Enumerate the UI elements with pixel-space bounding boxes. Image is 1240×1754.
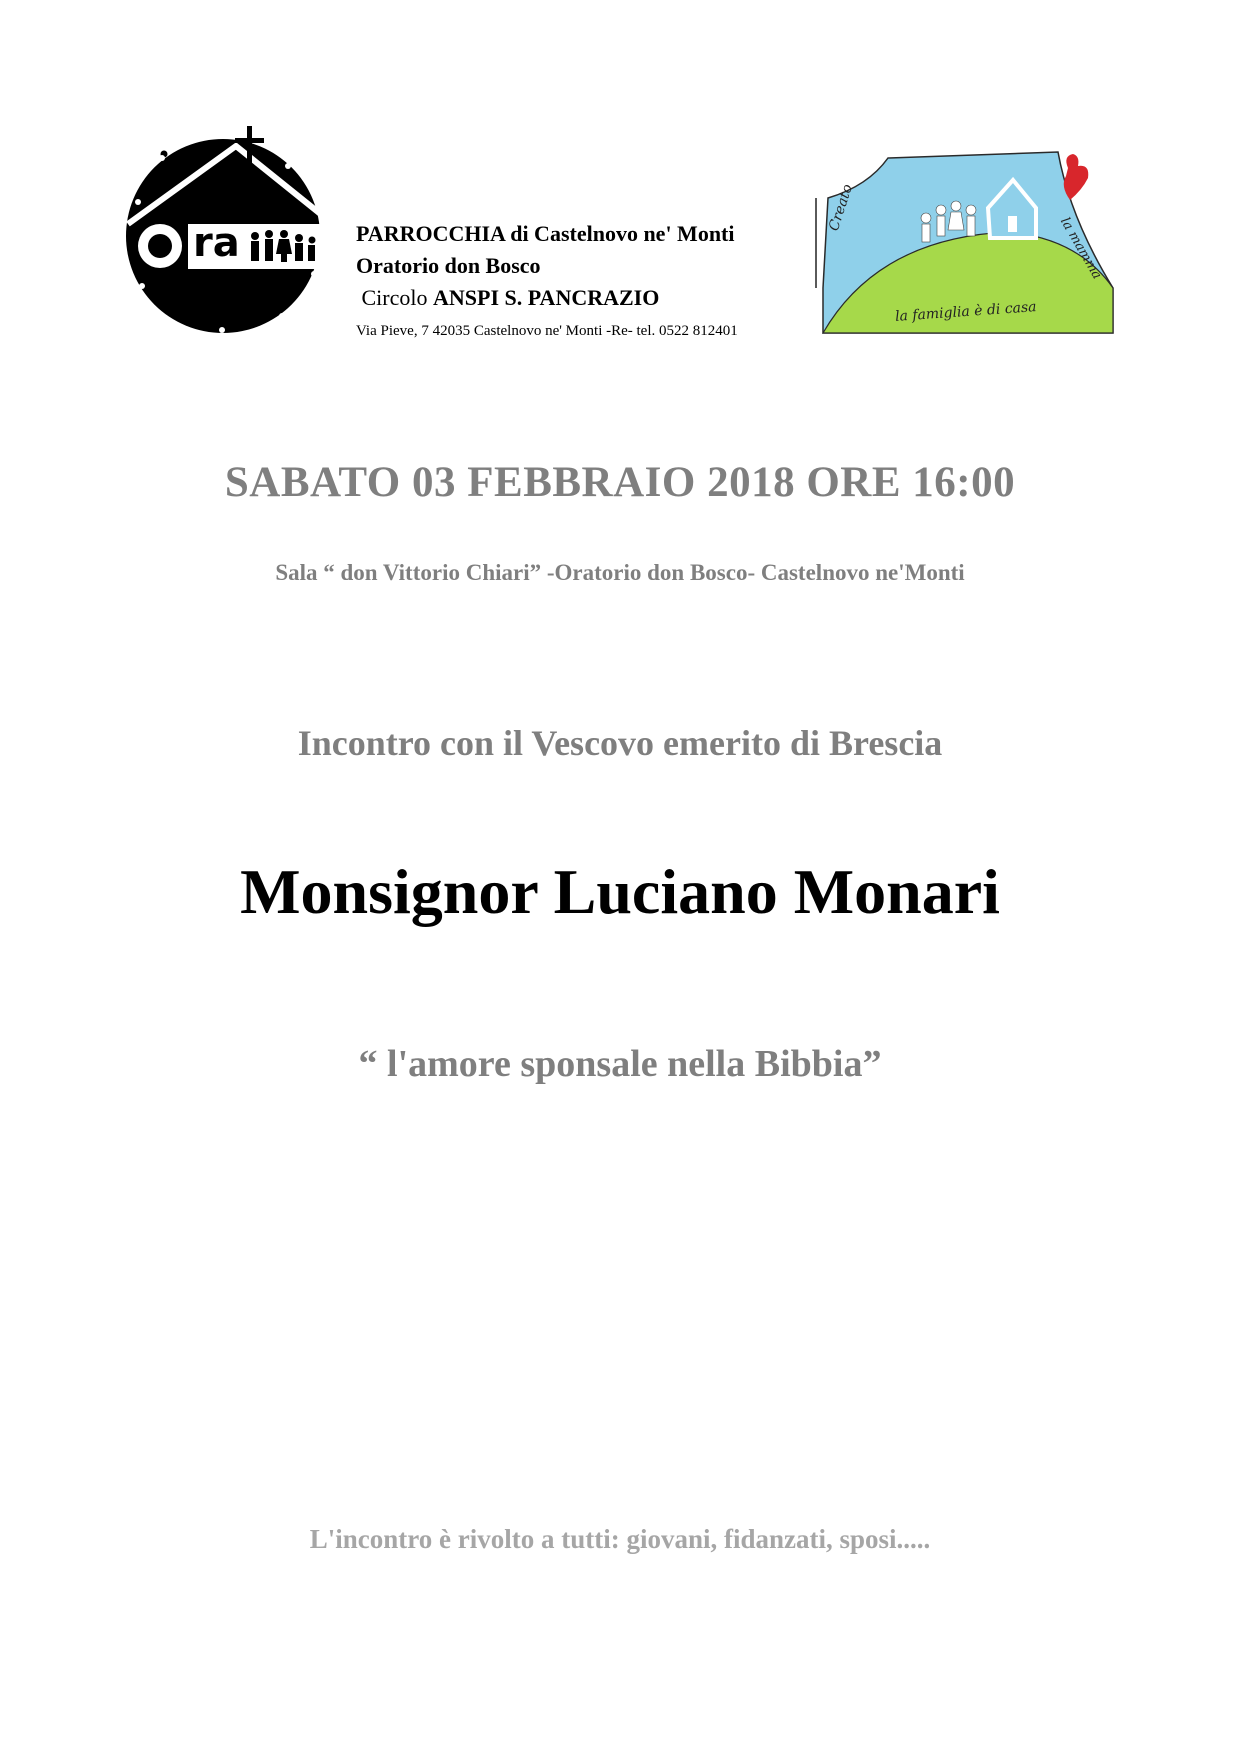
family-logo-text-bottom: la famiglia è di casa <box>894 299 1038 325</box>
header-block <box>356 218 738 342</box>
family-logo-text-right: la mamma <box>1057 215 1105 282</box>
speaker-name: Monsignor Luciano Monari <box>240 856 1000 927</box>
oratorio-logo-text: ra <box>193 220 240 266</box>
event-venue: Sala “ don Vittorio Chiari” -Oratorio don Bosco- Castelnovo ne'Monti <box>275 560 965 585</box>
address: Via Pieve, 7 42035 Castelnovo ne' Monti -Re- tel. 0522 812401 <box>356 323 738 339</box>
parish-name: PARROCCHIA di Castelnovo ne' Monti <box>356 221 735 246</box>
oratory-name: Oratorio don Bosco <box>356 253 541 278</box>
family-logo-text-left: Creato <box>826 182 857 233</box>
talk-title: “ l'amore sponsale nella Bibbia” <box>358 1043 882 1085</box>
event-date: SABATO 03 FEBBRAIO 2018 ORE 16:00 <box>224 459 1016 506</box>
event-intro: Incontro con il Vescovo emerito di Brescia <box>297 723 943 763</box>
circolo-prefix: Circolo <box>361 285 433 310</box>
circolo-name: ANSPI S. PANCRAZIO <box>433 285 660 310</box>
audience-note: L'incontro è rivolto a tutti: giovani, fidanzati, sposi..... <box>309 1524 931 1554</box>
circolo-line <box>356 282 738 314</box>
